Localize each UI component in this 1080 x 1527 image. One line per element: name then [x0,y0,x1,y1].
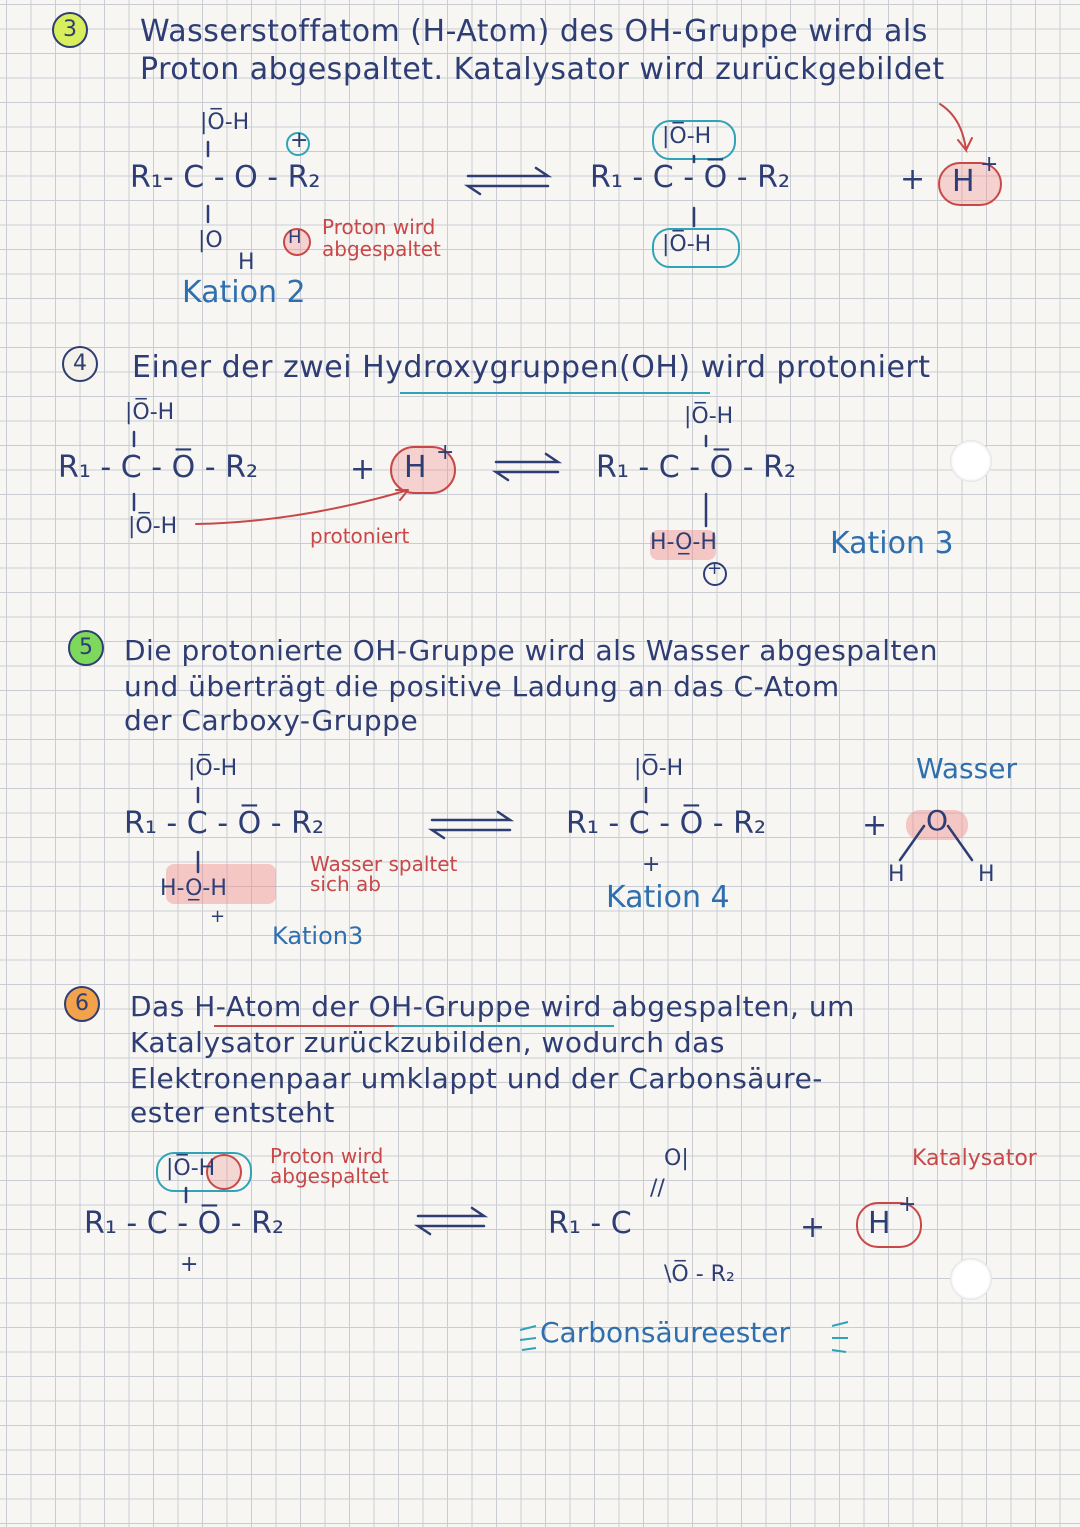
step-6-text-line2: Katalysator zurückzubilden, wodurch das [130,1026,725,1059]
step-3-right-top: |O̅-H [662,124,712,149]
step-4-right-bottom: H-O̲-H [650,530,717,555]
step-4-note: protoniert [310,524,410,548]
step-6-catalyst-label: Katalysator [912,1146,1037,1171]
step-6-catalyst-charge: + [898,1192,917,1217]
step-3-equilibrium-arrow [468,168,548,176]
step-6-catalyst-h: H [868,1206,891,1241]
step-5-left-bottom: H-O̲-H [160,876,227,901]
step-4-text-line1: Einer der zwei Hydroxygruppen(OH) wird protoniert [132,350,931,385]
step-3-left-bottom-h: H [238,250,255,275]
step-3-proton-h: H [288,227,302,248]
step-4-protonation-arrow [196,490,408,524]
step-3-note: Proton wird abgespaltet [322,215,441,261]
step-3-text-line1: Wasserstoffatom (H-Atom) des OH-Gruppe wird als [140,14,928,49]
step-6-text-line4: ester entsteht [130,1096,335,1129]
step-3-plus: + [900,162,926,197]
step-3-product-charge: + [980,152,999,177]
step-6-note: Proton wird abgespaltet [270,1144,389,1188]
step-5-water-h2: H [978,862,995,887]
step-5-note: Wasser spaltet sich ab [310,852,458,896]
step-5-text-line3: der Carboxy-Gruppe [124,704,419,737]
step-4-right-charge: + [707,558,723,579]
step-5-text-line1: Die protonierte OH-Gruppe wird als Wasser abgespalten [124,634,938,667]
step-6-left-charge: + [180,1252,199,1277]
step-6-left-main: R₁ - C - O̅ - R₂ [84,1206,284,1241]
step-5-plus: + [862,808,888,843]
step-6-text-line1: Das H-Atom der OH-Gruppe wird abgespalten, um [130,990,855,1023]
step-5-left-charge: + [210,906,226,927]
step-4-equilibrium-arrow [496,454,558,462]
step-5-right-kation: Kation 4 [606,880,730,915]
step-4-left-bottom: |O̅-H [128,514,178,539]
step-6-equilibrium-arrow [418,1208,484,1216]
step-3-text-line2: Proton abgespaltet. Katalysator wird zurückgebildet [140,52,945,87]
step-5-water-o: O [926,804,949,837]
step-6-left-top: |O̅-H [166,1156,216,1181]
step-3-right-bottom: |O̅-H [662,232,712,257]
step-6-right-main: R₁ - C [548,1206,632,1241]
step-4-plus: + [350,452,376,487]
step-3-product-h: H [952,164,975,199]
step-3-kation-label: Kation 2 [182,275,306,310]
step-5-equilibrium-arrow [432,812,510,820]
step-3-left-main: R₁- C - O - R₂ [130,160,321,195]
step-5-number: 5 [68,630,104,666]
step-6-right-bottom: \O̅ - R₂ [664,1262,735,1287]
step-3-left-top: |O̅-H [200,110,250,135]
step-5-right-top: |O̅-H [634,756,684,781]
step-4-reagent-charge: + [436,440,455,465]
step-5-left-kation: Kation3 [272,922,364,950]
step-4-left-top: |O̅-H [125,400,175,425]
step-6-right-top: O| [664,1146,689,1171]
step-5-right-main: R₁ - C - O̅ - R₂ [566,806,766,841]
step-6-product-label: Carbonsäureester [540,1316,791,1349]
step-6-text-line3: Elektronenpaar umklappt und der Carbonsäure- [130,1062,823,1095]
step-6-right-dbl: // [650,1176,665,1201]
step-5-left-top: |O̅-H [188,756,238,781]
step-5-text-line2: und überträgt die positive Ladung an das C-Atom [124,670,840,703]
step-6-number: 6 [64,986,100,1022]
step-5-water-label: Wasser [916,752,1017,785]
step-4-left-main: R₁ - C - O̅ - R₂ [58,450,258,485]
step-4-reagent-h: H [404,450,427,485]
step-4-right-main: R₁ - C - O̅ - R₂ [596,450,796,485]
step-5-left-main: R₁ - C - O̅ - R₂ [124,806,324,841]
step-5-right-charge: + [642,852,661,877]
step-3-charge: + [290,128,309,153]
step-3-number: 3 [52,12,88,48]
step-4-kation-label: Kation 3 [830,526,954,561]
step-3-left-bottom: |O [198,228,223,253]
step-5-water-h1: H [888,862,905,887]
step-4-right-top: |O̅-H [684,404,734,429]
step-3-proton-arrow [940,104,972,150]
step-3-right-main: R₁ - C - O̅ - R₂ [590,160,790,195]
step-4-number: 4 [62,346,98,382]
step-6-plus: + [800,1210,826,1245]
